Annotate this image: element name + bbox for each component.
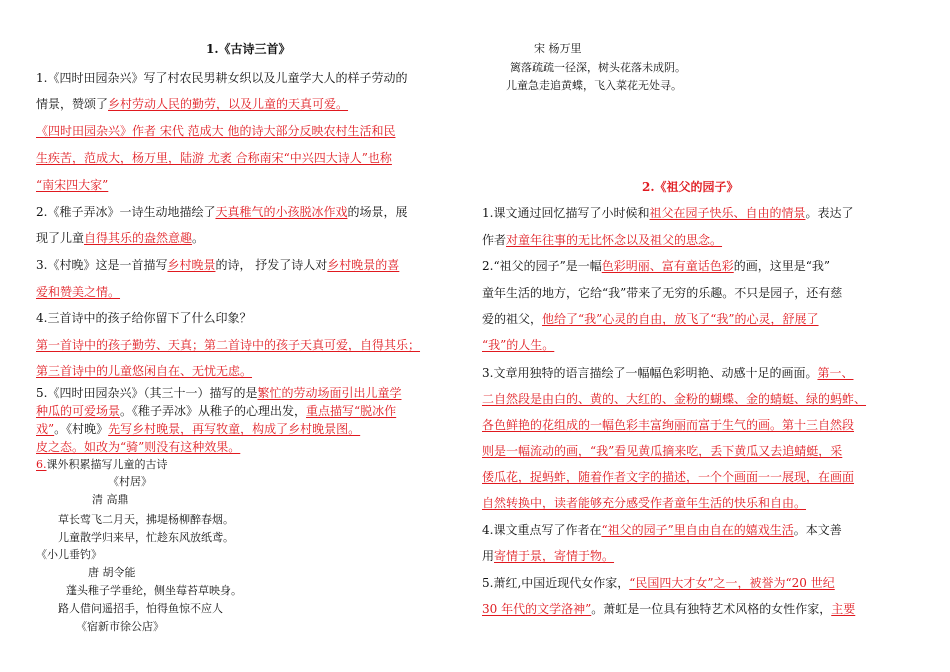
poem-3-line-2: 儿童急走追黄蝶，飞入菜花无处寻。: [506, 79, 682, 92]
q4-question: 4.三首诗中的孩子给你留下了什么印象？: [36, 311, 252, 325]
r-q5-line-1: 5.萧红,中国近现代女作家，“民国四大才女”之一，被誉为“20 世纪: [482, 576, 835, 590]
q1-line-1: 1.《四时田园杂兴》写了村农民男耕女织以及儿童学大人的样子劳动的: [36, 71, 408, 85]
r-q2-line-2: 童年生活的地方，它给“我”带来了无穷的乐趣。不只是园子，还有慈: [482, 286, 843, 300]
q1-answer: 乡村劳动人民的勤劳，以及儿童的天真可爱。: [108, 97, 349, 111]
q1-line-2: 情景，赞颂了乡村劳动人民的勤劳，以及儿童的天真可爱。: [36, 97, 349, 111]
poem-1-line-1: 草长莺飞二月天，拂堤杨柳醉春烟。: [58, 513, 234, 526]
r-q4-line-1: 4.课文重点写了作者在“祖父的园子”里自由自在的嬉戏生活。本文善: [482, 523, 842, 537]
q5-line-4: 皮之态。如改为“骑”则没有这种效果。: [36, 440, 241, 454]
r-q4-line-2: 用寄情于景，寄情于物。: [482, 549, 615, 563]
poem-3-title: 《宿新市徐公店》: [76, 620, 164, 633]
poem-1-author: 清 高鼎: [92, 493, 129, 506]
poem-1-line-2: 儿童散学归来早，忙趁东风放纸鸢。: [58, 531, 234, 544]
q4-answer-2: 第三首诗中的儿童悠闲自在、无忧无虑。: [36, 364, 253, 378]
r-q3-line-6: 自然转换中，读者能够充分感受作者童年生活的快乐和自由。: [482, 496, 807, 510]
poem-3-author: 宋 杨万里: [534, 42, 582, 55]
q1-note-2: 生疾苦，范成大，杨万里，陆游 尤袤 合称南宋“中兴四大诗人”也称: [36, 151, 392, 165]
q1-note-1: 《四时田园杂兴》作者 宋代 范成大 他的诗大部分反映农村生活和民: [36, 124, 396, 138]
q2-line-2: 现了儿童自得其乐的盎然意趣。: [36, 231, 205, 245]
q5-line-3: 戏”。《村晚》先写乡村晚景，再写牧童，构成了乡村晚景图。: [36, 422, 361, 436]
poem-3-line-1: 篱落疏疏一径深，树头花落未成阴。: [510, 61, 686, 74]
r-q3-line-3: 各色鲜艳的花组成的一幅色彩丰富绚丽而富于生气的画。第十三自然段: [482, 418, 855, 432]
poem-2-line-2: 路人借问遥招手，怕得鱼惊不应人: [58, 602, 223, 615]
r-q2-line-4: “我”的人生。: [482, 338, 555, 352]
r-q3-line-1: 3.文章用独特的语言描绘了一幅幅色彩明艳、动感十足的画面。第一、: [482, 366, 854, 380]
q4-answer-1: 第一首诗中的孩子勤劳、天真；第二首诗中的孩子天真可爱，自得其乐；: [36, 338, 421, 352]
poem-2-line-1: 蓬头稚子学垂纶，侧坐莓苔草映身。: [66, 584, 242, 597]
r-q3-line-5: 倭瓜花，捉蚂蚱，随着作者文字的描述，一个个画面一一展现，在画面: [482, 470, 855, 484]
q3-line-2: 爱和赞美之情。: [36, 285, 121, 299]
q1-note-3: “南宋四大家”: [36, 178, 109, 192]
r-q3-line-2: 二自然段是由白的、黄的、大红的、金粉的蝴蝶、金的蜻蜓、绿的蚂蚱、: [482, 392, 867, 406]
r-q1-line-1: 1.课文通过回忆描写了小时候和祖父在园子快乐、自由的情景。表达了: [482, 206, 854, 220]
section-title-grandfather-garden: 2.《祖父的园子》: [642, 180, 739, 194]
poem-1-title: 《村居》: [108, 475, 152, 488]
r-q1-line-2: 作者对童年往事的无比怀念以及祖父的思念。: [482, 233, 723, 247]
r-q5-line-2: 30 年代的文学洛神”。萧虹是一位具有独特艺术风格的女性作家，主要: [482, 602, 856, 616]
r-q3-line-4: 则是一幅流动的画，“我”看见黄瓜摘来吃，丢下黄瓜又去追蜻蜓，采: [482, 444, 843, 458]
r-q2-line-1: 2.“祖父的园子”是一幅色彩明丽、富有童话色彩的画，这里是“我”: [482, 259, 831, 273]
q3-line-1: 3.《村晚》这是一首描写乡村晚景的诗， 抒发了诗人对乡村晚景的喜: [36, 258, 400, 272]
q6-heading: 6.课外积累描写儿童的古诗: [36, 458, 168, 471]
r-q2-line-3: 爱的祖父，他给了“我”心灵的自由，放飞了“我”的心灵，舒展了: [482, 312, 819, 326]
poem-2-author: 唐 胡令能: [88, 566, 136, 579]
q5-line-1: 5.《四时田园杂兴》（其三十一）描写的是繁忙的劳动场面引出儿童学: [36, 386, 402, 400]
section-title-ancient-poems: 1.《古诗三首》: [206, 42, 291, 56]
poem-2-title: 《小儿垂钓》: [36, 548, 102, 561]
q2-line-1: 2.《稚子弄冰》一诗生动地描绘了天真稚气的小孩脱冰作戏的场景，展: [36, 205, 408, 219]
q5-line-2: 种瓜的可爱场景。《稚子弄冰》从稚子的心理出发，重点描写“脱冰作: [36, 404, 397, 418]
